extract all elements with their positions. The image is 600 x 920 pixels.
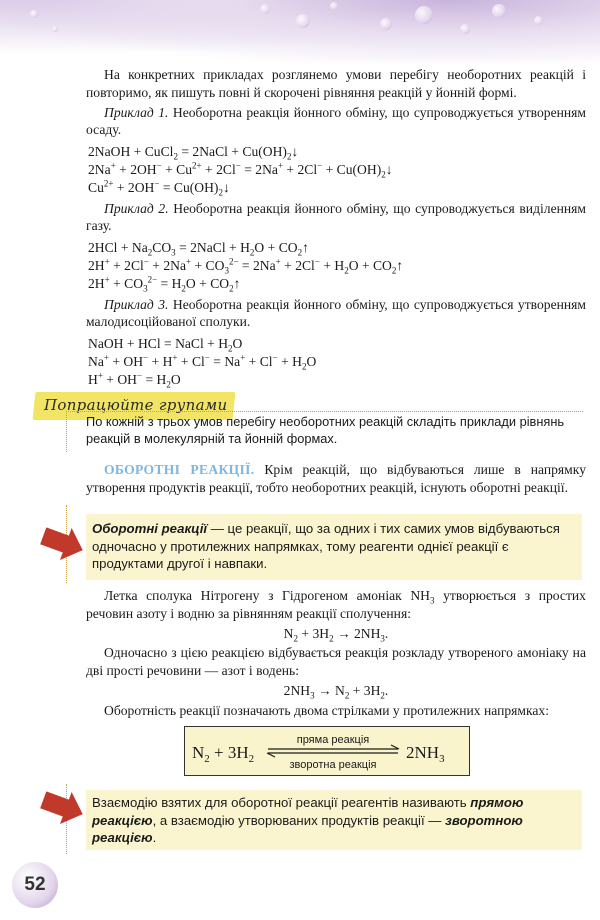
- bubble-decoration: [260, 4, 270, 14]
- example2-paragraph: [86, 200, 586, 236]
- bubble-decoration: [330, 2, 338, 10]
- definition-body: — це реакції, що за одних і тих самих умов відбуваються одночасно у протилежних напрямках, тому реагенти однієї реакції є продуктами другої і навпаки.: [92, 521, 560, 572]
- equation-left: $N_2 + 3H_2$: [192, 743, 255, 765]
- definition-text: [92, 520, 576, 573]
- ammonia-paragraph-1: Летка сполука Нітрогену з Гідрогеном амоніак $NH_3$ утворюється з простих речовин азоту і водню за рівнянням реакції сполучення:: [86, 588, 586, 621]
- equation: NaOH + HCl = NaCl + $H_2O$: [88, 336, 243, 354]
- task-text: По кожній з трьох умов перебігу необоротних реакцій складіть приклади рівнянь реакцій в молекулярній та йонній формах.: [86, 414, 565, 446]
- equation: 2NaOH + CuCl$_2$ = 2NaCl + $Cu(OH)_2↓$: [88, 144, 299, 162]
- bubble-decoration: [30, 10, 38, 18]
- example2-label: Приклад 2.: [104, 200, 169, 216]
- example3-text: Необоротна реакція йонного обміну, що супроводжується утворенням малодисоційованої сполуки.: [86, 296, 587, 330]
- intro-paragraph: На конкретних прикладах розглянемо умови перебігу необоротних реакцій і повторимо, як пишуть повні й скорочені рівняння реакцій у йонній формі.: [86, 67, 586, 100]
- final-definition-text: Взаємодію взятих для оборотної реакції реагентів називають прямою реакцією, а взаємодію утворюваних продуктів реакції — зворотною реакцією.: [92, 795, 524, 846]
- forward-label: пряма реакція: [296, 734, 370, 746]
- pointer-arrow-icon: [40, 524, 86, 562]
- example2-text: Необоротна реакція йонного обміну, що супроводжується виділенням газу.: [86, 200, 587, 234]
- reversible-intro: [86, 461, 586, 497]
- equation: $N_2 + 3H_2 \to 2NH_3$.: [283, 625, 389, 644]
- ammonia-section: [86, 587, 586, 720]
- reversible-paragraph: [86, 461, 586, 497]
- equation: $2H^+ + CO_3^{2-} = H_2O$ + $CO_2↑$: [88, 274, 241, 294]
- equation: $2NH_3 \to N_2 + 3H_2$.: [283, 682, 389, 701]
- main-text: [86, 66, 586, 389]
- equation: $H^+ + OH^- = H_2O$: [88, 370, 181, 390]
- bubble-decoration: [534, 16, 543, 25]
- example1-paragraph: [86, 104, 586, 140]
- group-work-banner-label: Попрацюйте групами: [44, 396, 228, 414]
- bubble-decoration: [460, 24, 470, 34]
- bubble-decoration: [492, 4, 506, 18]
- bubble-decoration: [52, 26, 58, 32]
- term-forward: прямою реакцією: [92, 795, 524, 828]
- reversible-equation: [186, 728, 466, 772]
- pointer-arrow-icon: [40, 788, 86, 826]
- term-reverse: зворотною реакцією: [92, 812, 523, 846]
- equation: $2HCl + Na_2CO_3$ = 2NaCl + $H_2O$ + $CO_2↑$: [88, 240, 309, 258]
- example1-label: Приклад 1.: [104, 104, 169, 120]
- reversible-heading: ОБОРОТНІ РЕАКЦІЇ.: [104, 462, 255, 477]
- equation: $2Na^+ + 2OH^- + Cu^{2+} + 2Cl^- = 2Na^+ + 2Cl^-$ + $Cu(OH)_2↓$: [88, 160, 393, 180]
- ammonia-paragraph-3: Оборотність реакції позначають двома стрілками у протилежних напрямках:: [104, 702, 550, 718]
- ammonia-paragraph-2: Одночасно з цією реакцією відбувається реакція розкладу утвореного амоніаку на дві прості речовини — азот і водень:: [86, 645, 586, 679]
- example3-paragraph: [86, 296, 586, 332]
- equation: $Cu^{2+} + 2OH^-$ = $Cu(OH)_2↓$: [88, 178, 230, 198]
- reverse-label: зворотна реакція: [289, 759, 377, 771]
- page-number: 52: [12, 862, 58, 908]
- equation: $Na^+ + OH^- + H^+ + Cl^- = Na^+ + Cl^- + H_2O$: [88, 352, 317, 372]
- definition-term: Оборотні реакції: [92, 521, 208, 536]
- bubble-decoration: [296, 14, 310, 28]
- bubble-decoration: [415, 6, 433, 24]
- example3-label: Приклад 3.: [104, 296, 169, 312]
- reversible-text: Крім реакцій, що відбуваються лише в напрямку утворення продуктів реакції, тобто необоротних реакцій, існують оборотні реакції.: [86, 462, 586, 495]
- equation: $2H^+ + 2Cl^- + 2Na^+ + CO_3^{2-} = 2Na^+ + 2Cl^- + H_2O$ + $CO_2↑$: [88, 256, 404, 276]
- example1-text: Необоротна реакція йонного обміну, що супроводжується утворенням осаду.: [86, 104, 587, 138]
- bubble-decoration: [380, 18, 392, 30]
- equation-right: $2NH_3$: [406, 743, 445, 765]
- decorative-header-band: [0, 0, 600, 64]
